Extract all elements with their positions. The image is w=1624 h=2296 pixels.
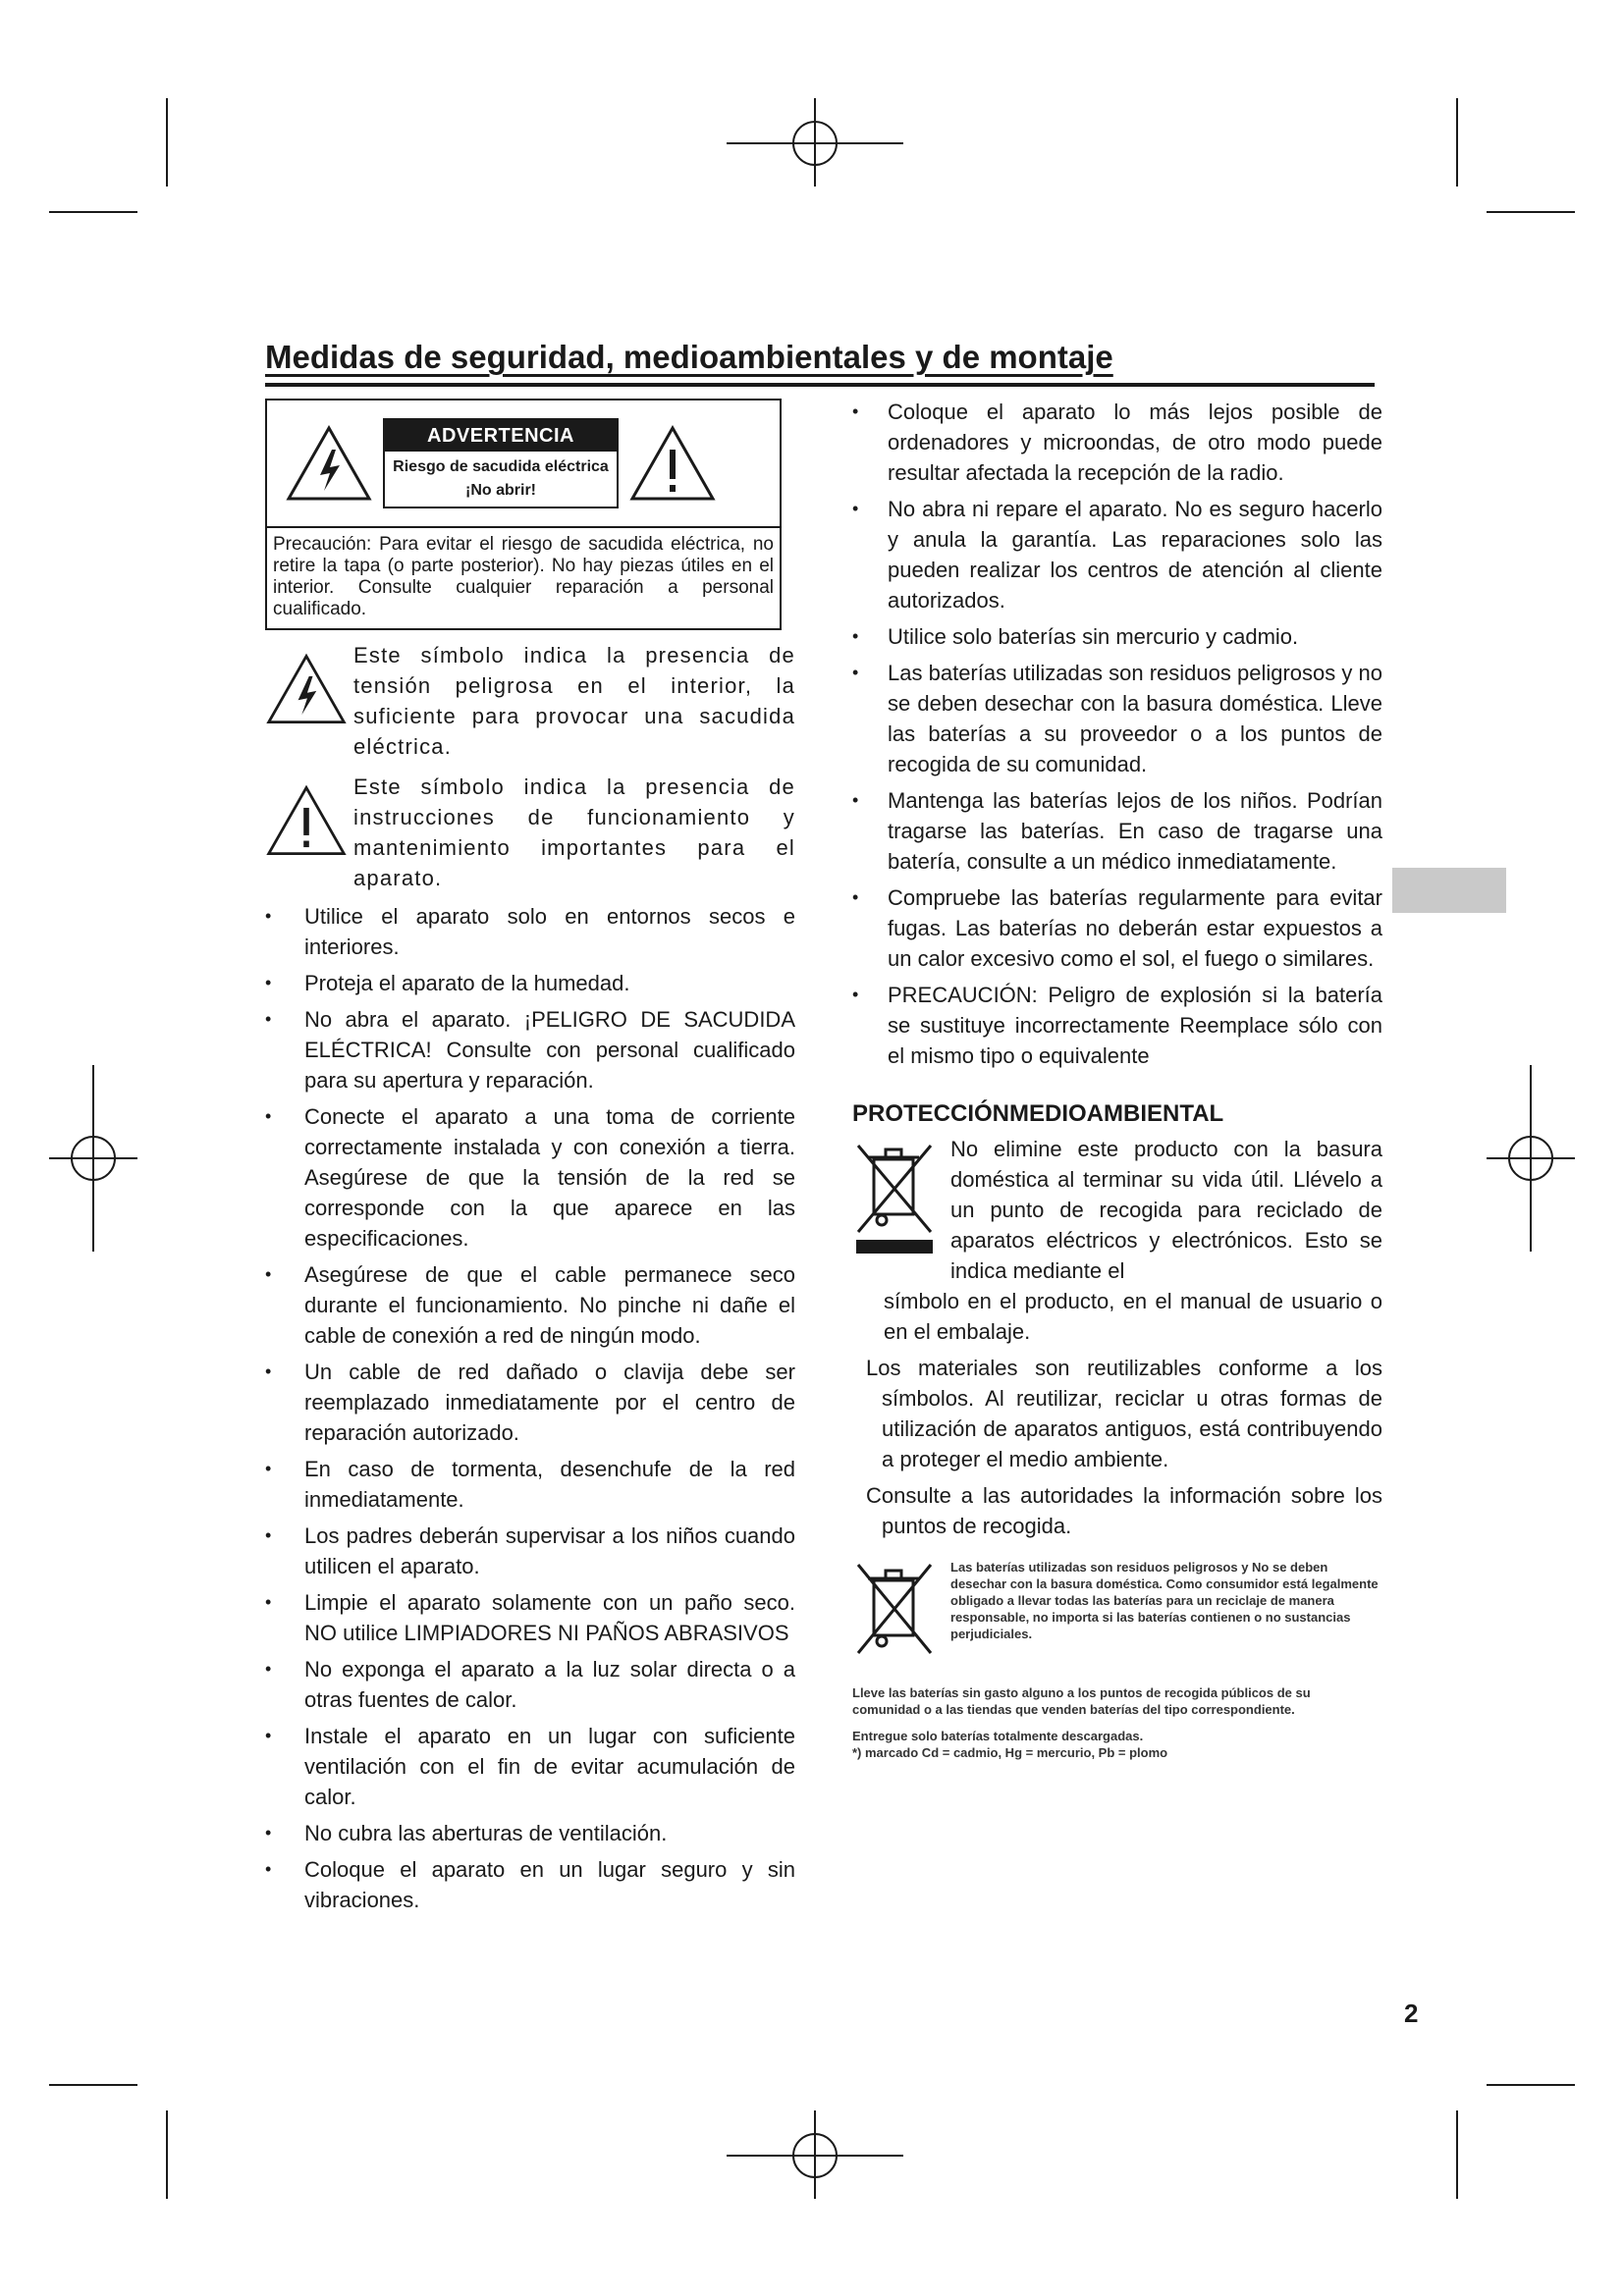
list-item: • Conecte el aparato a una toma de corriente correctamente instalada y con conexión a tierra. Asegúrese de que la tensión de la red se corresponde con la que aparece en las especificaciones. xyxy=(265,1101,795,1254)
section-tab xyxy=(1392,868,1506,913)
lightning-warning-icon xyxy=(285,424,373,503)
symbol-instructions-text: Este símbolo indica la presencia de instrucciones de funcionamiento y mantenimiento importantes para el aparato. xyxy=(353,774,795,890)
list-item: • Las baterías utilizadas son residuos peligrosos y no se deben desechar con la basura doméstica. Lleve las baterías a su proveedor o a los puntos de recogida de su comunidad. xyxy=(852,658,1382,779)
env-para-3: Consulte a las autoridades la información sobre los puntos de recogida. xyxy=(866,1483,1382,1538)
list-item: • Limpie el aparato solamente con un paño seco. NO utilice LIMPIADORES NI PAÑOS ABRASIVOS xyxy=(265,1587,795,1648)
list-item: • Coloque el aparato en un lugar seguro y sin vibraciones. xyxy=(265,1854,795,1915)
env-heading: PROTECCIÓNMEDIOAMBIENTAL xyxy=(852,1100,1224,1127)
warning-line-2: ¡No abrir! xyxy=(465,482,536,499)
left-bullet-list xyxy=(265,901,795,1915)
warning-label xyxy=(383,418,619,508)
list-item: • No cubra las aberturas de ventilación. xyxy=(265,1818,795,1848)
env-para-2: Los materiales son reutilizables conforme a los símbolos. Al reutilizar, reciclar u otras formas de utilización de aparatos antiguos, está contribuyendo a proteger el medio ambiente. xyxy=(866,1356,1382,1471)
page-number: 2 xyxy=(1404,1999,1419,2028)
symbol-voltage-row xyxy=(265,640,795,762)
list-item: • Mantenga las baterías lejos de los niños. Podrían tragarse las baterías. En caso de tragarse una batería, consulte a un médico inmediatamente. xyxy=(852,785,1382,877)
list-item: • No exponga el aparato a la luz solar directa o a otras fuentes de calor. xyxy=(265,1654,795,1715)
battery-main-text: Las baterías utilizadas son residuos peligrosos y No se deben desechar con la basura doméstica. Como consumidor está legalmente obligado a llevar todas las baterías para un reciclaje de manera responsable, no importa si las baterías contienen o no sustancias perjudiciales. xyxy=(950,1560,1379,1641)
page-title: Medidas de seguridad, medioambientales y de montaje xyxy=(265,338,1375,387)
list-item: • Utilice el aparato solo en entornos secos e interiores. xyxy=(265,901,795,962)
left-column xyxy=(265,399,795,1921)
warning-box xyxy=(265,399,782,630)
env-para-1: No elimine este producto con la basura doméstica al terminar su vida útil. Llévelo a un punto de recogida para reciclado de aparatos eléctricos y electrónicos. Esto se indica mediante el xyxy=(950,1137,1382,1283)
list-item: • Asegúrese de que el cable permanece seco durante el funcionamiento. No pinche ni dañe el cable de conexión a red de ningún modo. xyxy=(265,1259,795,1351)
symbol-instructions-row xyxy=(265,772,795,893)
battery-discharge-text: Entregue solo baterías totalmente descargadas. xyxy=(852,1729,1144,1743)
list-item: • Utilice solo baterías sin mercurio y cadmio. xyxy=(852,621,1382,652)
env-weee-row xyxy=(852,1134,1382,1286)
exclamation-triangle-icon xyxy=(265,783,348,858)
warning-caution-text: Precaución: Para evitar el riesgo de sacudida eléctrica, no retire la tapa (o parte posterior). No hay piezas útiles en el interior. Consulte cualquier reparación a personal cualificado. xyxy=(267,526,780,628)
exclamation-warning-icon xyxy=(628,424,717,503)
registration-mark-left xyxy=(49,1065,137,1252)
list-item: • Proteja el aparato de la humedad. xyxy=(265,968,795,998)
list-item: • No abra el aparato. ¡PELIGRO DE SACUDIDA ELÉCTRICA! Consulte con personal cualificado para su apertura y reparación. xyxy=(265,1004,795,1095)
right-bullet-list xyxy=(852,397,1382,1071)
list-item: • Un cable de red dañado o clavija debe ser reemplazado inmediatamente por el centro de reparación autorizado. xyxy=(265,1357,795,1448)
list-item: • Coloque el aparato lo más lejos posible de ordenadores y microondas, de otro modo puede resultar afectada la recepción de la radio. xyxy=(852,397,1382,488)
battery-bin-icon xyxy=(852,1559,937,1667)
right-column xyxy=(852,397,1382,1761)
registration-mark-bottom xyxy=(727,2110,903,2199)
battery-notice xyxy=(852,1559,1382,1675)
lightning-triangle-icon xyxy=(265,652,348,726)
registration-mark-right xyxy=(1487,1065,1575,1252)
symbol-voltage-text: Este símbolo indica la presencia de tensión peligrosa en el interior, la suficiente para provocar una sacudida eléctrica. xyxy=(353,643,795,759)
battery-legend-text: *) marcado Cd = cadmio, Hg = mercurio, Pb = plomo xyxy=(852,1745,1168,1760)
warning-header: ADVERTENCIA xyxy=(385,420,617,452)
list-item: • Compruebe las baterías regularmente para evitar fugas. Las baterías no deberán estar expuestos a un calor excesivo como el sol, el fuego o similares. xyxy=(852,882,1382,974)
battery-collect-text: Lleve las baterías sin gasto alguno a los puntos de recogida públicos de su comunidad o a las tiendas que venden baterías del tipo correspondiente. xyxy=(852,1685,1311,1717)
crossed-bin-icon xyxy=(852,1138,939,1255)
list-item: • No abra ni repare el aparato. No es seguro hacerlo y anula la garantía. Las reparaciones solo las pueden realizar los centros de atención al cliente autorizados. xyxy=(852,494,1382,615)
list-item: • PRECAUCIÓN: Peligro de explosión si la batería se sustituye incorrectamente Reemplace sólo con el mismo tipo o equivalente xyxy=(852,980,1382,1071)
list-item: • Instale el aparato en un lugar con suficiente ventilación con el fin de evitar acumulación de calor. xyxy=(265,1721,795,1812)
registration-mark-top xyxy=(727,98,903,187)
warning-line-1: Riesgo de sacudida eléctrica xyxy=(393,458,609,475)
list-item: • Los padres deberán supervisar a los niños cuando utilicen el aparato. xyxy=(265,1521,795,1581)
list-item: • En caso de tormenta, desenchufe de la red inmediatamente. xyxy=(265,1454,795,1515)
env-para-1-cont: símbolo en el producto, en el manual de usuario o en el embalaje. xyxy=(884,1289,1382,1344)
